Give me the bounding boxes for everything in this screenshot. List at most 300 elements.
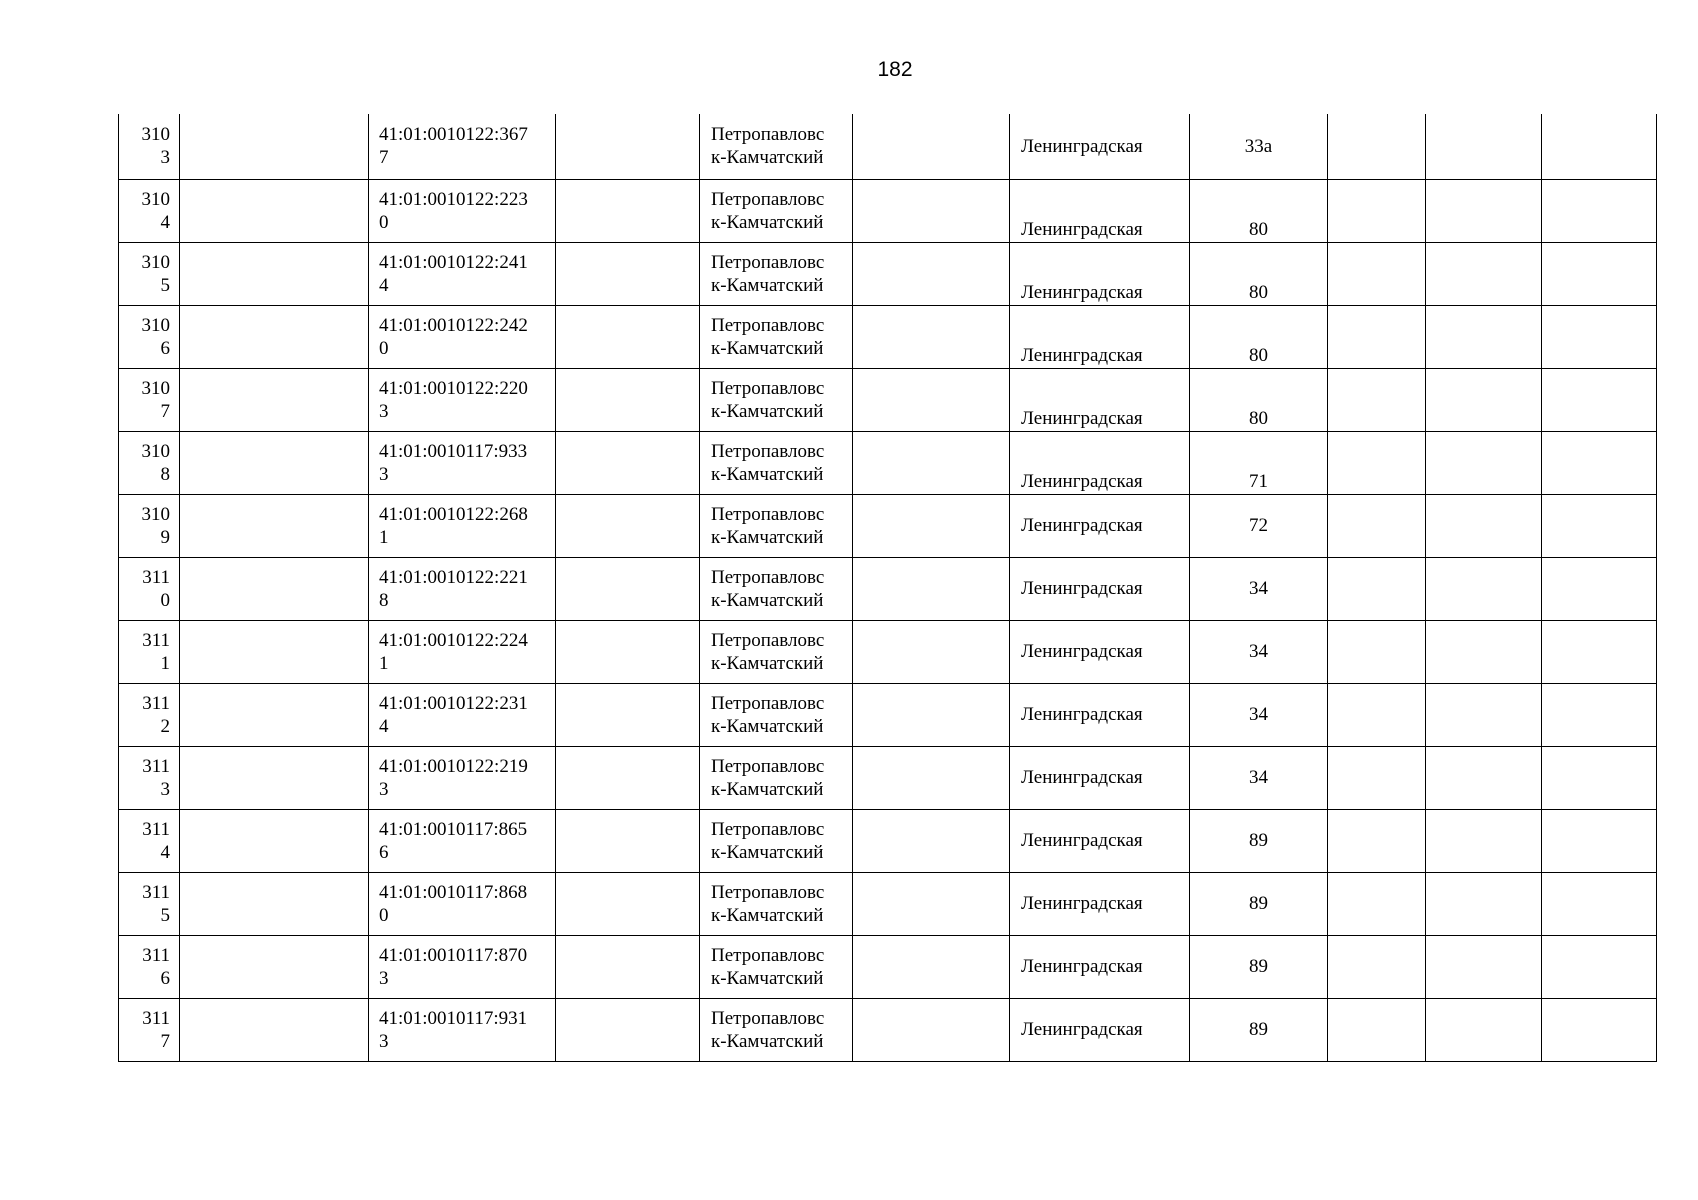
empty-cell	[556, 998, 700, 1061]
cadastral-number-cell-line: 0	[379, 337, 389, 359]
cadastral-number-cell-line: 41:01:0010122:268	[379, 503, 528, 525]
empty-cell	[853, 242, 1010, 305]
street-cell-text: Ленинградская	[1021, 893, 1143, 914]
empty-cell	[1542, 935, 1657, 998]
row-number-cell-line: 3	[160, 147, 170, 169]
table-row	[119, 242, 1657, 305]
street-cell-text: Ленинградская	[1021, 767, 1143, 788]
house-number-cell-text: 89	[1249, 1019, 1268, 1040]
house-number-cell-text: 34	[1249, 704, 1268, 725]
city-cell-line: к-Камчатский	[711, 274, 824, 296]
city-cell	[700, 431, 853, 494]
row-number-cell	[119, 368, 180, 431]
house-number-cell-text: 71	[1249, 470, 1268, 492]
table-row	[119, 305, 1657, 368]
row-number-cell	[119, 620, 180, 683]
empty-cell	[180, 809, 369, 872]
empty-cell	[1542, 746, 1657, 809]
empty-cell	[1426, 998, 1542, 1061]
city-cell	[700, 620, 853, 683]
house-number-cell	[1190, 935, 1328, 998]
city-cell	[700, 242, 853, 305]
row-number-cell	[119, 242, 180, 305]
row-number-cell-line: 311	[142, 566, 170, 588]
row-number-cell-line: 8	[160, 463, 170, 485]
street-cell	[1010, 494, 1190, 557]
registry-table-wrapper	[118, 114, 1657, 1062]
cadastral-number-cell	[369, 305, 556, 368]
empty-cell	[1328, 746, 1426, 809]
row-number-cell-line: 311	[142, 692, 170, 714]
cadastral-number-cell-line: 41:01:0010122:220	[379, 377, 528, 399]
cadastral-number-cell-line: 3	[379, 463, 389, 485]
table-row	[119, 368, 1657, 431]
cadastral-number-cell-line: 41:01:0010117:865	[379, 818, 528, 840]
house-number-cell-text: 33а	[1244, 135, 1273, 157]
empty-cell	[1542, 494, 1657, 557]
table-row	[119, 179, 1657, 242]
row-number-cell-line: 6	[160, 337, 170, 359]
street-cell-text: Ленинградская	[1021, 218, 1143, 240]
cadastral-number-cell	[369, 242, 556, 305]
cadastral-number-cell-line: 41:01:0010117:870	[379, 944, 528, 966]
cadastral-number-cell-line: 3	[379, 1030, 389, 1052]
empty-cell	[1328, 242, 1426, 305]
row-number-cell-line: 310	[141, 440, 170, 462]
house-number-cell	[1190, 620, 1328, 683]
empty-cell	[556, 746, 700, 809]
empty-cell	[1542, 683, 1657, 746]
empty-cell	[853, 368, 1010, 431]
cadastral-number-cell-line: 0	[379, 211, 389, 233]
row-number-cell	[119, 998, 180, 1061]
empty-cell	[1328, 998, 1426, 1061]
row-number-cell-line: 310	[141, 251, 170, 273]
city-cell-line: к-Камчатский	[711, 967, 824, 989]
city-cell-line: Петропавловс	[711, 629, 825, 651]
empty-cell	[556, 431, 700, 494]
empty-cell	[556, 809, 700, 872]
city-cell-line: к-Камчатский	[711, 652, 824, 674]
row-number-cell	[119, 746, 180, 809]
street-cell-text: Ленинградская	[1021, 407, 1143, 429]
empty-cell	[853, 557, 1010, 620]
empty-cell	[556, 620, 700, 683]
street-cell	[1010, 809, 1190, 872]
table-row	[119, 494, 1657, 557]
city-cell-line: Петропавловс	[711, 566, 825, 588]
row-number-cell-line: 5	[160, 904, 170, 926]
city-cell	[700, 746, 853, 809]
table-row	[119, 114, 1657, 179]
city-cell-line: Петропавловс	[711, 818, 825, 840]
cadastral-number-cell	[369, 998, 556, 1061]
empty-cell	[1328, 809, 1426, 872]
empty-cell	[1328, 114, 1426, 179]
city-cell-line: к-Камчатский	[711, 841, 824, 863]
row-number-cell-line: 311	[142, 755, 170, 777]
street-cell-text: Ленинградская	[1021, 470, 1143, 492]
street-cell-text: Ленинградская	[1021, 578, 1143, 599]
registry-table	[118, 114, 1657, 1062]
row-number-cell-line: 310	[141, 314, 170, 336]
house-number-cell-text: 89	[1249, 893, 1268, 914]
empty-cell	[1328, 557, 1426, 620]
empty-cell	[1426, 114, 1542, 179]
row-number-cell-line: 2	[160, 715, 170, 737]
cadastral-number-cell-line: 6	[379, 841, 389, 863]
cadastral-number-cell-line: 41:01:0010122:231	[379, 692, 528, 714]
row-number-cell	[119, 872, 180, 935]
cadastral-number-cell-line: 3	[379, 778, 389, 800]
empty-cell	[1542, 305, 1657, 368]
table-body	[119, 114, 1657, 1061]
house-number-cell	[1190, 305, 1328, 368]
empty-cell	[180, 935, 369, 998]
street-cell	[1010, 935, 1190, 998]
cadastral-number-cell	[369, 179, 556, 242]
cadastral-number-cell-line: 8	[379, 589, 389, 611]
house-number-cell	[1190, 683, 1328, 746]
table-row	[119, 998, 1657, 1061]
city-cell	[700, 809, 853, 872]
row-number-cell-line: 311	[142, 629, 170, 651]
cadastral-number-cell	[369, 746, 556, 809]
house-number-cell-text: 80	[1249, 281, 1268, 303]
empty-cell	[180, 557, 369, 620]
row-number-cell	[119, 114, 180, 179]
empty-cell	[1426, 242, 1542, 305]
street-cell	[1010, 114, 1190, 179]
empty-cell	[853, 114, 1010, 179]
empty-cell	[853, 494, 1010, 557]
street-cell-text: Ленинградская	[1021, 281, 1143, 303]
city-cell-line: Петропавловс	[711, 314, 825, 336]
cadastral-number-cell	[369, 809, 556, 872]
table-row	[119, 557, 1657, 620]
empty-cell	[1328, 368, 1426, 431]
table-row	[119, 431, 1657, 494]
street-cell-text: Ленинградская	[1021, 641, 1143, 662]
empty-cell	[556, 494, 700, 557]
street-cell	[1010, 431, 1190, 494]
empty-cell	[1542, 872, 1657, 935]
empty-cell	[556, 114, 700, 179]
cadastral-number-cell	[369, 872, 556, 935]
empty-cell	[853, 746, 1010, 809]
city-cell-line: к-Камчатский	[711, 337, 824, 359]
empty-cell	[556, 935, 700, 998]
empty-cell	[180, 683, 369, 746]
street-cell-text: Ленинградская	[1021, 956, 1143, 977]
city-cell	[700, 683, 853, 746]
city-cell	[700, 179, 853, 242]
empty-cell	[180, 494, 369, 557]
row-number-cell-line: 5	[160, 274, 170, 296]
empty-cell	[556, 683, 700, 746]
row-number-cell-line: 4	[160, 211, 170, 233]
row-number-cell-line: 311	[142, 818, 170, 840]
table-row	[119, 620, 1657, 683]
row-number-cell-line: 310	[141, 503, 170, 525]
empty-cell	[180, 620, 369, 683]
street-cell-text: Ленинградская	[1021, 344, 1143, 366]
empty-cell	[1542, 620, 1657, 683]
city-cell-line: к-Камчатский	[711, 526, 824, 548]
cadastral-number-cell	[369, 935, 556, 998]
cadastral-number-cell-line: 4	[379, 274, 389, 296]
cadastral-number-cell-line: 4	[379, 715, 389, 737]
table-row	[119, 872, 1657, 935]
street-cell-text: Ленинградская	[1021, 515, 1143, 536]
row-number-cell-line: 310	[141, 188, 170, 210]
empty-cell	[180, 179, 369, 242]
empty-cell	[180, 242, 369, 305]
cadastral-number-cell	[369, 683, 556, 746]
empty-cell	[180, 746, 369, 809]
city-cell-line: к-Камчатский	[711, 400, 824, 422]
city-cell-line: Петропавловс	[711, 124, 825, 146]
cadastral-number-cell-line: 3	[379, 967, 389, 989]
city-cell-line: Петропавловс	[711, 251, 825, 273]
house-number-cell-text: 72	[1249, 515, 1268, 536]
city-cell-line: Петропавловс	[711, 188, 825, 210]
row-number-cell-line: 311	[142, 1007, 170, 1029]
cadastral-number-cell-line: 41:01:0010117:868	[379, 881, 528, 903]
row-number-cell-line: 1	[160, 652, 170, 674]
street-cell-text: Ленинградская	[1021, 830, 1143, 851]
empty-cell	[1328, 872, 1426, 935]
street-cell	[1010, 872, 1190, 935]
empty-cell	[1328, 935, 1426, 998]
house-number-cell	[1190, 494, 1328, 557]
cadastral-number-cell-line: 41:01:0010122:241	[379, 251, 528, 273]
cadastral-number-cell-line: 41:01:0010122:223	[379, 188, 528, 210]
cadastral-number-cell-line: 41:01:0010122:219	[379, 755, 528, 777]
empty-cell	[853, 179, 1010, 242]
city-cell-line: к-Камчатский	[711, 589, 824, 611]
house-number-cell	[1190, 872, 1328, 935]
street-cell-text: Ленинградская	[1021, 704, 1143, 725]
row-number-cell-line: 7	[160, 1030, 170, 1052]
house-number-cell	[1190, 557, 1328, 620]
empty-cell	[1426, 809, 1542, 872]
city-cell-line: к-Камчатский	[711, 778, 824, 800]
house-number-cell	[1190, 746, 1328, 809]
row-number-cell-line: 311	[142, 881, 170, 903]
row-number-cell	[119, 179, 180, 242]
empty-cell	[180, 368, 369, 431]
city-cell-line: Петропавловс	[711, 881, 825, 903]
row-number-cell	[119, 431, 180, 494]
city-cell-line: Петропавловс	[711, 440, 825, 462]
empty-cell	[1542, 998, 1657, 1061]
city-cell-line: Петропавловс	[711, 944, 825, 966]
empty-cell	[1426, 368, 1542, 431]
street-cell	[1010, 746, 1190, 809]
house-number-cell	[1190, 998, 1328, 1061]
street-cell-text: Ленинградская	[1021, 1019, 1143, 1040]
empty-cell	[853, 872, 1010, 935]
house-number-cell-text: 34	[1249, 578, 1268, 599]
empty-cell	[853, 809, 1010, 872]
empty-cell	[1328, 620, 1426, 683]
city-cell	[700, 872, 853, 935]
row-number-cell	[119, 683, 180, 746]
empty-cell	[1426, 494, 1542, 557]
house-number-cell-text: 89	[1249, 830, 1268, 851]
cadastral-number-cell	[369, 620, 556, 683]
city-cell-line: Петропавловс	[711, 1007, 825, 1029]
cadastral-number-cell-line: 1	[379, 652, 389, 674]
empty-cell	[1328, 179, 1426, 242]
empty-cell	[1426, 431, 1542, 494]
house-number-cell-text: 80	[1249, 218, 1268, 240]
cadastral-number-cell	[369, 557, 556, 620]
street-cell	[1010, 368, 1190, 431]
empty-cell	[1542, 368, 1657, 431]
empty-cell	[853, 998, 1010, 1061]
table-row	[119, 809, 1657, 872]
house-number-cell	[1190, 242, 1328, 305]
house-number-cell-text: 34	[1249, 767, 1268, 788]
cadastral-number-cell-line: 3	[379, 400, 389, 422]
city-cell-line: к-Камчатский	[711, 1030, 824, 1052]
city-cell-line: Петропавловс	[711, 503, 825, 525]
empty-cell	[1426, 935, 1542, 998]
row-number-cell	[119, 305, 180, 368]
row-number-cell-line: 4	[160, 841, 170, 863]
row-number-cell-line: 310	[141, 124, 170, 146]
cadastral-number-cell	[369, 494, 556, 557]
row-number-cell-line: 310	[141, 377, 170, 399]
cadastral-number-cell	[369, 114, 556, 179]
empty-cell	[1542, 431, 1657, 494]
street-cell	[1010, 305, 1190, 368]
street-cell	[1010, 557, 1190, 620]
row-number-cell	[119, 557, 180, 620]
city-cell	[700, 557, 853, 620]
street-cell	[1010, 998, 1190, 1061]
city-cell-line: к-Камчатский	[711, 463, 824, 485]
empty-cell	[1426, 746, 1542, 809]
table-row	[119, 746, 1657, 809]
house-number-cell-text: 80	[1249, 344, 1268, 366]
cadastral-number-cell-line: 41:01:0010122:367	[379, 124, 528, 146]
empty-cell	[853, 431, 1010, 494]
empty-cell	[1426, 557, 1542, 620]
empty-cell	[556, 368, 700, 431]
empty-cell	[1542, 242, 1657, 305]
empty-cell	[180, 872, 369, 935]
table-row	[119, 935, 1657, 998]
street-cell	[1010, 683, 1190, 746]
cadastral-number-cell-line: 7	[379, 147, 389, 169]
empty-cell	[1426, 683, 1542, 746]
row-number-cell-line: 7	[160, 400, 170, 422]
city-cell	[700, 114, 853, 179]
city-cell	[700, 494, 853, 557]
city-cell	[700, 935, 853, 998]
city-cell-line: Петропавловс	[711, 377, 825, 399]
cadastral-number-cell	[369, 368, 556, 431]
city-cell-line: к-Камчатский	[711, 211, 824, 233]
row-number-cell	[119, 809, 180, 872]
street-cell	[1010, 242, 1190, 305]
empty-cell	[180, 114, 369, 179]
house-number-cell	[1190, 179, 1328, 242]
empty-cell	[556, 872, 700, 935]
empty-cell	[1542, 114, 1657, 179]
cadastral-number-cell-line: 1	[379, 526, 389, 548]
page-number: 182	[877, 58, 913, 81]
empty-cell	[1426, 872, 1542, 935]
row-number-cell-line: 311	[142, 944, 170, 966]
row-number-cell-line: 3	[160, 778, 170, 800]
row-number-cell-line: 9	[160, 526, 170, 548]
row-number-cell	[119, 935, 180, 998]
table-row	[119, 683, 1657, 746]
empty-cell	[1328, 683, 1426, 746]
city-cell-line: Петропавловс	[711, 755, 825, 777]
house-number-cell	[1190, 809, 1328, 872]
empty-cell	[853, 935, 1010, 998]
empty-cell	[1426, 179, 1542, 242]
empty-cell	[1426, 305, 1542, 368]
empty-cell	[1542, 557, 1657, 620]
empty-cell	[556, 179, 700, 242]
empty-cell	[853, 683, 1010, 746]
cadastral-number-cell-line: 41:01:0010122:242	[379, 314, 528, 336]
empty-cell	[1542, 809, 1657, 872]
street-cell	[1010, 179, 1190, 242]
empty-cell	[1328, 431, 1426, 494]
cadastral-number-cell	[369, 431, 556, 494]
city-cell-line: к-Камчатский	[711, 147, 824, 169]
empty-cell	[180, 998, 369, 1061]
city-cell-line: Петропавловс	[711, 692, 825, 714]
house-number-cell-text: 34	[1249, 641, 1268, 662]
empty-cell	[180, 431, 369, 494]
empty-cell	[853, 620, 1010, 683]
house-number-cell	[1190, 431, 1328, 494]
house-number-cell	[1190, 368, 1328, 431]
street-cell-text: Ленинградская	[1021, 135, 1143, 157]
city-cell	[700, 998, 853, 1061]
house-number-cell-text: 89	[1249, 956, 1268, 977]
city-cell-line: к-Камчатский	[711, 715, 824, 737]
house-number-cell-text: 80	[1249, 407, 1268, 429]
house-number-cell	[1190, 114, 1328, 179]
empty-cell	[556, 305, 700, 368]
empty-cell	[556, 557, 700, 620]
empty-cell	[180, 305, 369, 368]
city-cell	[700, 368, 853, 431]
row-number-cell	[119, 494, 180, 557]
empty-cell	[853, 305, 1010, 368]
empty-cell	[1542, 179, 1657, 242]
cadastral-number-cell-line: 0	[379, 904, 389, 926]
empty-cell	[1328, 305, 1426, 368]
cadastral-number-cell-line: 41:01:0010122:224	[379, 629, 528, 651]
cadastral-number-cell-line: 41:01:0010117:931	[379, 1007, 528, 1029]
empty-cell	[1426, 620, 1542, 683]
row-number-cell-line: 0	[160, 589, 170, 611]
city-cell-line: к-Камчатский	[711, 904, 824, 926]
cadastral-number-cell-line: 41:01:0010122:221	[379, 566, 528, 588]
cadastral-number-cell-line: 41:01:0010117:933	[379, 440, 528, 462]
row-number-cell-line: 6	[160, 967, 170, 989]
